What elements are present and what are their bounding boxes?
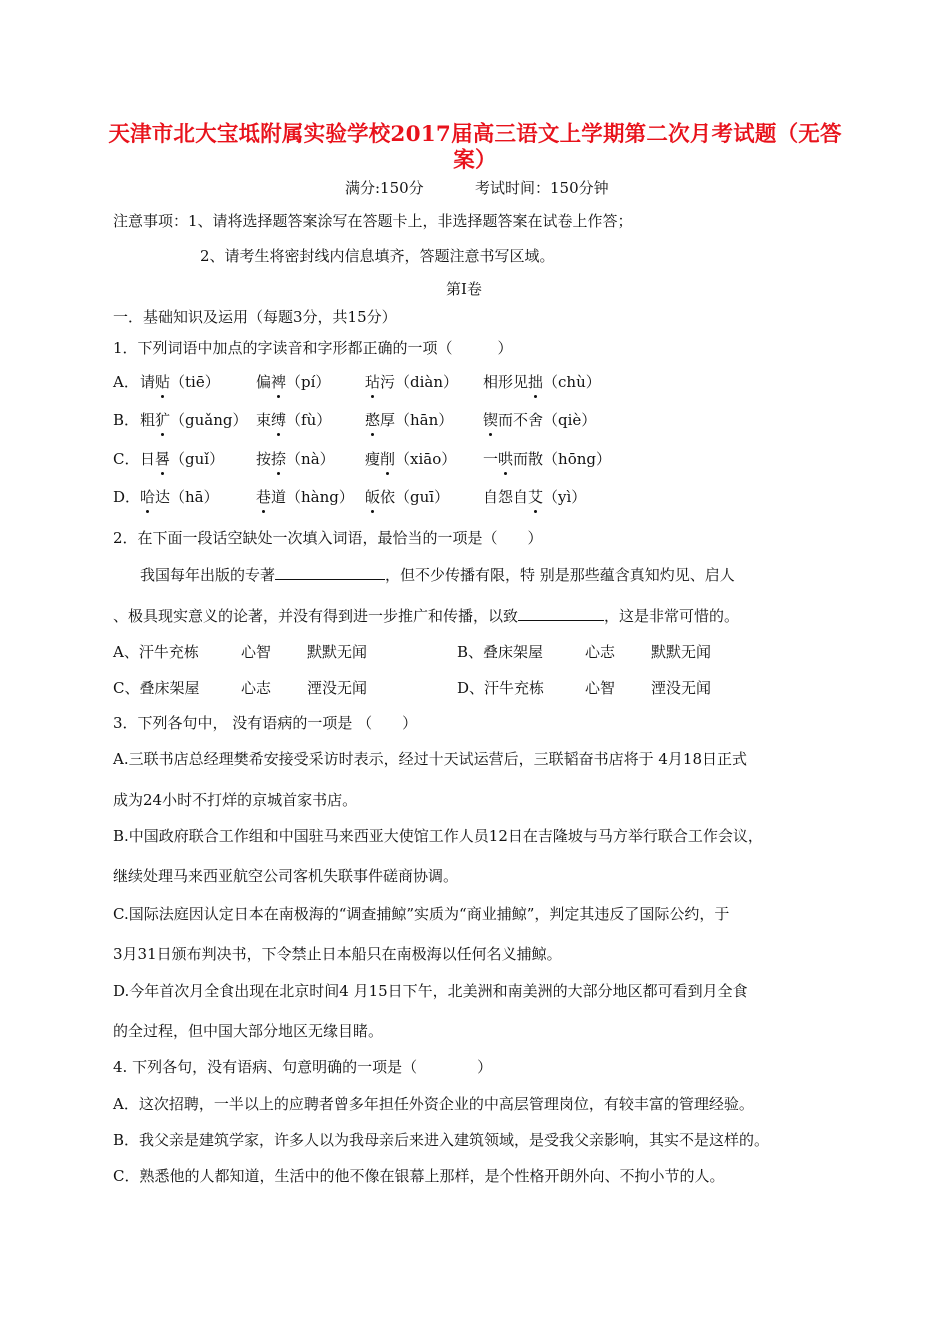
word-item: 皈依（guī）	[365, 488, 450, 506]
option-text: B、叠床架屋	[457, 643, 544, 661]
option-text: A、汗牛充栋	[113, 643, 199, 661]
dotted-char: 锲	[483, 411, 499, 429]
word-item: 巷道（hàng）	[256, 488, 354, 506]
word-item: 日晷（guǐ）	[140, 450, 225, 468]
dotted-char: 捺	[271, 450, 287, 468]
dotted-char: 削	[380, 450, 396, 468]
dotted-char: 玷	[365, 373, 381, 391]
word-item: 按捺（nà）	[256, 450, 335, 468]
option-text: 心志	[585, 643, 616, 661]
option-letter: B．	[113, 411, 140, 429]
q4-stem: 4. 下列各句，没有语病、句意明确的一项是（ ）	[113, 1058, 493, 1076]
q3-line: C.国际法庭因认定日本在南极海的“调查捕鲸”实质为“商业捕鲸”，判定其违反了国际公约，于	[113, 905, 730, 923]
option-letter: A．	[113, 373, 139, 391]
dotted-char: 巷	[256, 488, 272, 506]
dotted-char: 犷	[155, 411, 171, 429]
word-item: 瘦削（xiāo）	[365, 450, 457, 468]
q4-option-a: A．这次招聘，一半以上的应聘者曾多年担任外资企业的中高层管理岗位，有较丰富的管理经验。	[113, 1095, 754, 1113]
q2-passage-line-2: 、极具现实意义的论著，并没有得到进一步推广和传播，以致 ，这是非常可惜的。	[113, 607, 740, 625]
option-letter: C．	[113, 450, 140, 468]
word-item: 玷污（diàn）	[365, 373, 459, 391]
option-text: 湮没无闻	[651, 679, 712, 697]
word-item: 束缚（fù）	[256, 411, 332, 429]
q3-line: B.中国政府联合工作组和中国驻马来西亚大使馆工作人员12日在吉隆坡与马方举行联合工作会议，	[113, 827, 763, 845]
dotted-char: 拙	[528, 373, 544, 391]
q1-stem: 1．下列词语中加点的字读音和字形都正确的一项（ ）	[113, 339, 513, 357]
fill-blank	[518, 605, 604, 621]
word-item: 憨厚（hān）	[365, 411, 454, 429]
option-text: C、叠床架屋	[113, 679, 200, 697]
option-text: 湮没无闻	[307, 679, 368, 697]
q3-stem: 3．下列各句中， 没有语病的一项是 （ ）	[113, 714, 418, 732]
section-heading: 一．基础知识及运用（每题3分，共15分）	[113, 308, 397, 326]
q2-stem: 2．在下面一段话空缺处一次填入词语，最恰当的一项是（ ）	[113, 529, 543, 547]
option-text: 心智	[585, 679, 616, 697]
q3-line: D.今年首次月全食出现在北京时间4 月15日下午，北美洲和南美洲的大部分地区都可看到月全食	[113, 982, 748, 1000]
dotted-char: 皈	[365, 488, 381, 506]
option-text: D、汗牛充栋	[457, 679, 545, 697]
notes-line-1: 注意事项：1、请将选择题答案涂写在答题卡上，非选择题答案在试卷上作答；	[113, 212, 633, 230]
dotted-char: 憨	[365, 411, 381, 429]
q4-option-c: C．熟悉他的人都知道，生活中的他不像在银幕上那样，是个性格开朗外向、不拘小节的人。	[113, 1167, 725, 1185]
option-text: 默默无闻	[307, 643, 368, 661]
word-item: 偏裨（pí）	[256, 373, 331, 391]
q3-line: A.三联书店总经理樊希安接受采访时表示，经过十天试运营后，三联韬奋书店将于 4月18日正式	[113, 750, 748, 768]
q3-line: 继续处理马来西亚航空公司客机失联事件磋商协调。	[113, 867, 459, 885]
notes-line-2: 2、请考生将密封线内信息填齐，答题注意书写区域。	[200, 247, 555, 265]
option-letter: D．	[113, 488, 141, 506]
q3-line: 的全过程，但中国大部分地区无缘目睹。	[113, 1022, 384, 1040]
option-text: 心智	[241, 643, 272, 661]
exam-time: 考试时间：150分钟	[475, 179, 609, 197]
fill-blank	[275, 564, 385, 580]
dotted-char: 裨	[271, 373, 287, 391]
exam-title: 天津市北大宝坻附属实验学校2017届高三语文上学期第二次月考试题（无答案）	[108, 122, 842, 173]
dotted-char: 缚	[271, 411, 287, 429]
q3-line: 成为24小时不打烊的京城首家书店。	[113, 791, 358, 809]
dotted-char: 晷	[155, 450, 171, 468]
word-item: 一哄而散（hōng）	[483, 450, 611, 468]
dotted-char: 哈	[140, 488, 156, 506]
full-score: 满分:150分	[345, 179, 424, 197]
option-text: 心志	[241, 679, 272, 697]
dotted-char: 艾	[528, 488, 544, 506]
word-item: 粗犷（guǎng）	[140, 411, 248, 429]
word-item: 锲而不舍（qiè）	[483, 411, 597, 429]
option-text: 默默无闻	[651, 643, 712, 661]
q3-line: 3月31日颁布判决书，下令禁止日本船只在南极海以任何名义捕鲸。	[113, 945, 562, 963]
q2-passage-line-1: 我国每年出版的专著 ，但不少传播有限，特 别是那些蕴含真知灼见、启人	[140, 566, 735, 584]
volume-heading: 第Ⅰ卷	[446, 280, 482, 298]
word-item: 相形见拙（chù）	[483, 373, 601, 391]
word-item: 自怨自艾（yì）	[483, 488, 587, 506]
dotted-char: 贴	[155, 373, 171, 391]
q4-option-b: B．我父亲是建筑学家，许多人以为我母亲后来进入建筑领域，是受我父亲影响，其实不是这样的。	[113, 1131, 770, 1149]
word-item: 哈达（hā）	[140, 488, 219, 506]
word-item: 请贴（tiē）	[140, 373, 220, 391]
dotted-char: 哄	[498, 450, 514, 468]
